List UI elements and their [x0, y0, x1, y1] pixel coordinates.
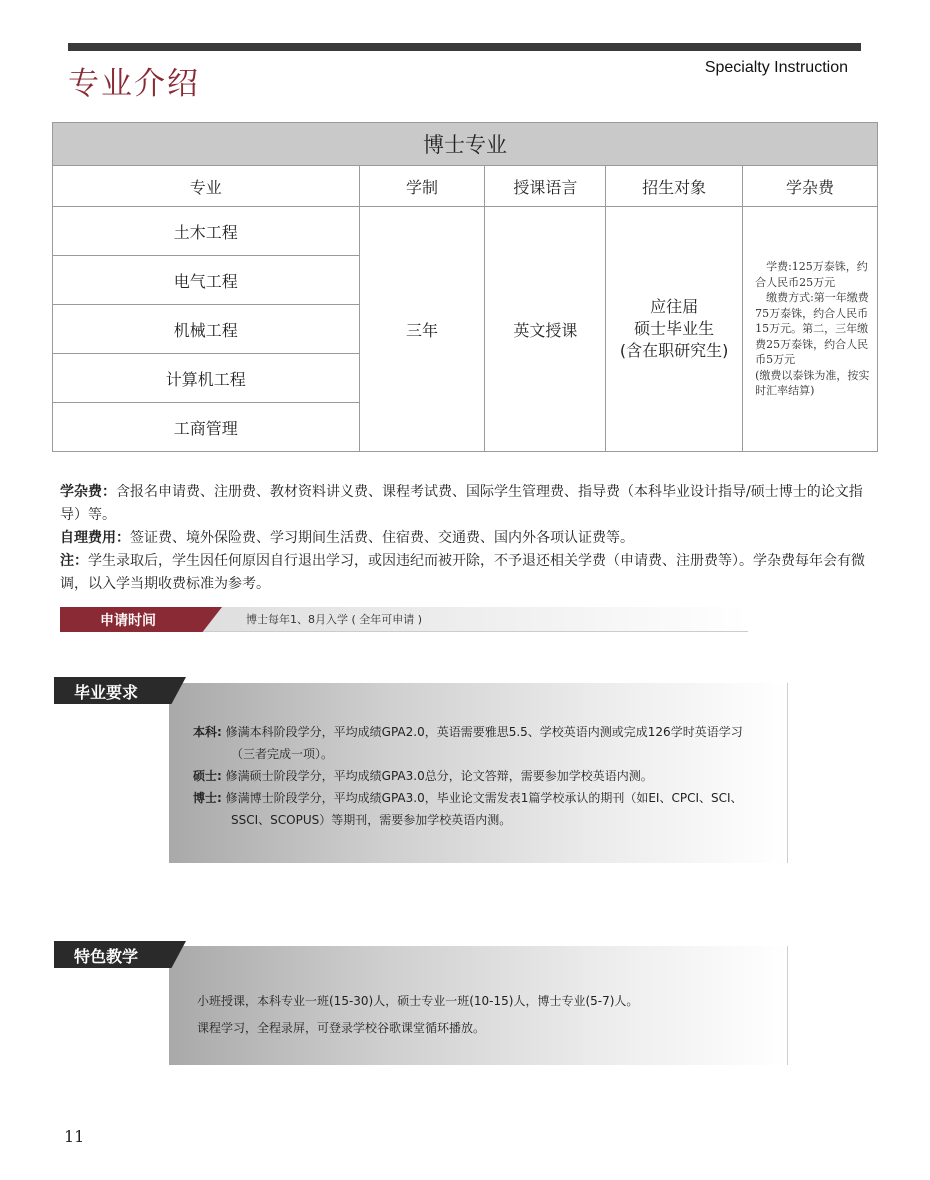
note-label: 注：	[60, 553, 88, 569]
features-label: 特色教学	[74, 947, 139, 966]
col-header-fee: 学杂费	[743, 166, 878, 207]
table-title: 博士专业	[53, 123, 878, 166]
col-header-major: 专业	[53, 166, 360, 207]
page-subtitle: Specialty Instruction	[704, 59, 848, 76]
major-cell: 电气工程	[53, 256, 360, 305]
application-text: 博士每年1、8月入学 ( 全年可申请 )	[246, 613, 423, 626]
note-label: 自理费用：	[60, 530, 130, 546]
page-title: 专业介绍	[68, 66, 200, 102]
requirement-text: 修满本科阶段学分，平均成绩GPA2.0，英语需要雅思5.5、学校英语内测或完成126学时英语学习	[225, 725, 743, 739]
requirement-item	[193, 721, 813, 765]
major-cell: 土木工程	[53, 207, 360, 256]
note-paragraph	[60, 550, 880, 596]
fee-line: 缴费方式:第一年缴费75万泰铢，约合人民币15万元。第二，三年缴费25万泰铢，约合人民币5万元	[755, 291, 869, 367]
graduation-label: 毕业要求	[74, 683, 139, 702]
note-text: 签证费、境外保险费、学习期间生活费、住宿费、交通费、国内外各项认证费等。	[130, 530, 634, 546]
top-rule	[68, 43, 861, 51]
note-label: 学杂费：	[60, 484, 116, 500]
feature-line: 课程学习，全程录屏，可登录学校谷歌课堂循环播放。	[197, 1021, 486, 1035]
requirement-level: 本科:	[193, 725, 222, 739]
fee-cell	[743, 207, 878, 452]
note-paragraph	[60, 481, 880, 527]
requirement-text: 修满博士阶段学分，平均成绩GPA3.0，毕业论文需发表1篇学校承认的期刊（如EI、CPCI、SCI、	[225, 791, 743, 805]
feature-line: 小班授课，本科专业一班(15-30)人，硕士专业一班(10-15)人，博士专业(5-7)人。	[197, 994, 639, 1008]
page-number: 11	[64, 1127, 85, 1146]
col-header-target: 招生对象	[606, 166, 743, 207]
col-header-duration: 学制	[359, 166, 485, 207]
duration-cell: 三年	[359, 207, 485, 452]
program-table	[52, 122, 878, 452]
requirement-text-cont: SSCI、SCOPUS）等期刊，需要参加学校英语内测。	[231, 813, 512, 827]
graduation-requirements	[193, 721, 813, 831]
major-cell: 工商管理	[53, 403, 360, 452]
application-label: 申请时间	[100, 613, 156, 629]
requirement-level: 硕士:	[193, 769, 222, 783]
fee-line: (缴费以泰铢为准，按实时汇率结算)	[755, 368, 870, 398]
fee-notes	[60, 481, 880, 596]
major-cell: 机械工程	[53, 305, 360, 354]
requirement-level: 博士:	[193, 791, 222, 805]
features-text	[197, 988, 797, 1042]
requirement-text: 修满硕士阶段学分，平均成绩GPA3.0总分，论文答辩，需要参加学校英语内测。	[225, 769, 653, 783]
target-cell	[606, 207, 743, 452]
note-paragraph	[60, 527, 880, 550]
major-cell: 计算机工程	[53, 354, 360, 403]
fee-line: 学费:125万泰铢，约合人民币25万元	[755, 260, 868, 289]
target-line: (含在职研究生)	[619, 341, 729, 360]
requirement-item	[193, 787, 813, 831]
col-header-language: 授课语言	[485, 166, 606, 207]
note-text: 学生录取后，学生因任何原因自行退出学习，或因违纪而被开除，不予退还相关学费（申请费、注册费等）。学杂费每年会有微调，以入学当期收费标准为参考。	[60, 553, 865, 592]
note-text: 含报名申请费、注册费、教材资料讲义费、课程考试费、国际学生管理费、指导费（本科毕业设计指导/硕士博士的论文指导）等。	[60, 484, 863, 523]
requirement-text-cont: （三者完成一项）。	[231, 747, 334, 761]
target-line: 应往届	[650, 297, 699, 316]
target-line: 硕士毕业生	[634, 319, 715, 338]
language-cell: 英文授课	[485, 207, 606, 452]
requirement-item	[193, 765, 813, 787]
